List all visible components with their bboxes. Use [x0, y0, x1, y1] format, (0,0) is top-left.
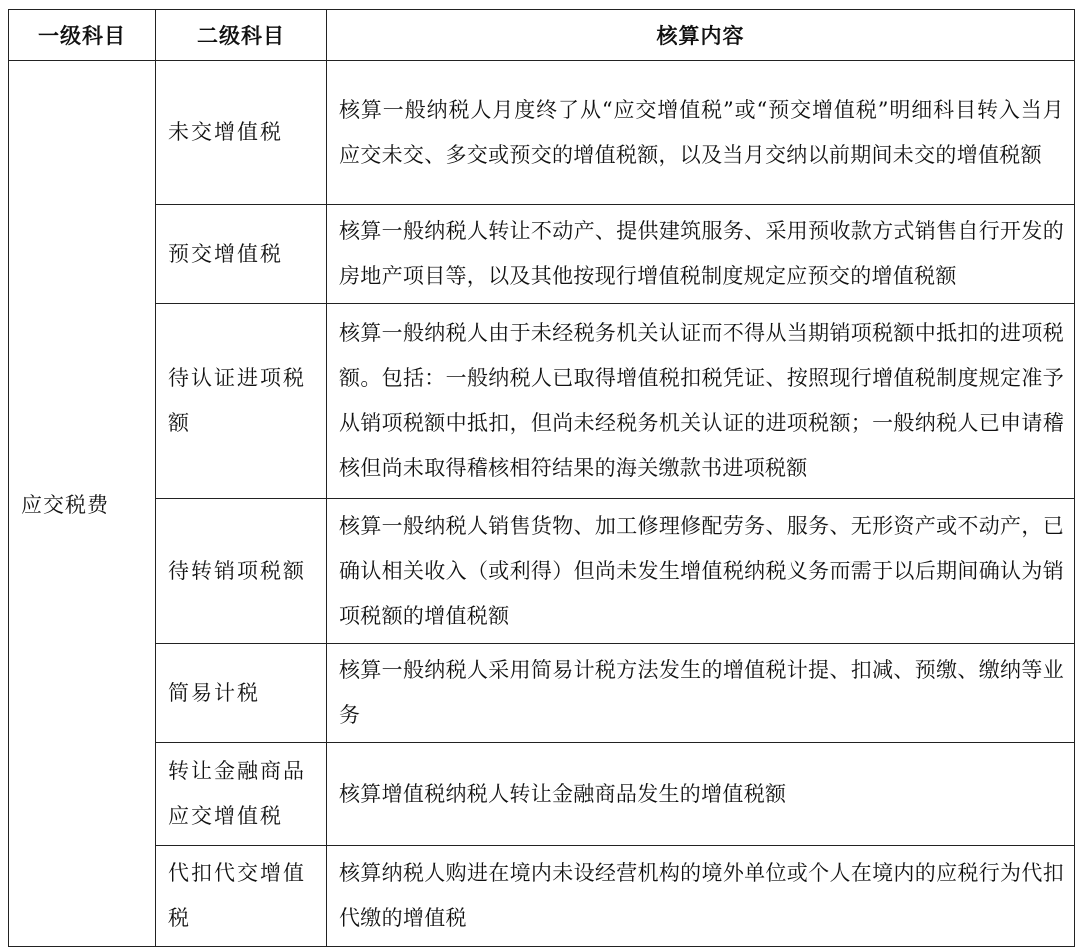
- header-content: 核算内容: [327, 10, 1075, 61]
- table-row: [9, 499, 1075, 644]
- content-cell: 核算一般纳税人转让不动产、提供建筑服务、采用预收款方式销售自行开发的房地产项目等，以及其他按现行增值税制度规定应预交的增值税额: [327, 205, 1075, 304]
- sub-account-cell: 代扣代交增值税: [156, 846, 327, 947]
- content-cell: 核算纳税人购进在境内未设经营机构的境外单位或个人在境内的应税行为代扣代缴的增值税: [327, 846, 1075, 947]
- sub-account-cell: 未交增值税: [156, 61, 327, 205]
- header-row: [9, 10, 1075, 61]
- content-cell: 核算一般纳税人由于未经税务机关认证而不得从当期销项税额中抵扣的进项税额。包括：一般纳税人已取得增值税扣税凭证、按照现行增值税制度规定准予从销项税额中抵扣，但尚未经税务机关认证的进项税额；一般纳税人已申请稽核但尚未取得稽核相符结果的海关缴款书进项税额: [327, 304, 1075, 499]
- table-row: [9, 304, 1075, 499]
- content-cell: 核算一般纳税人月度终了从“应交增值税”或“预交增值税”明细科目转入当月应交未交、多交或预交的增值税额，以及当月交纳以前期间未交的增值税额: [327, 61, 1075, 205]
- account-table: [8, 9, 1075, 947]
- content-cell: 核算一般纳税人销售货物、加工修理修配劳务、服务、无形资产或不动产，已确认相关收入（或利得）但尚未发生增值税纳税义务而需于以后期间确认为销项税额的增值税额: [327, 499, 1075, 644]
- table-row: [9, 846, 1075, 947]
- table-body: [9, 61, 1075, 947]
- content-cell: 核算增值税纳税人转让金融商品发生的增值税额: [327, 743, 1075, 846]
- sub-account-cell: 待转销项税额: [156, 499, 327, 644]
- table-row: [9, 743, 1075, 846]
- sub-account-cell: 简易计税: [156, 644, 327, 743]
- content-cell: 核算一般纳税人采用简易计税方法发生的增值税计提、扣减、预缴、缴纳等业务: [327, 644, 1075, 743]
- table-row: [9, 205, 1075, 304]
- table-header: [9, 10, 1075, 61]
- table-row: [9, 61, 1075, 205]
- header-level2: 二级科目: [156, 10, 327, 61]
- header-level1: 一级科目: [9, 10, 156, 61]
- level1-account-cell: 应交税费: [9, 61, 156, 947]
- table-row: [9, 644, 1075, 743]
- sub-account-cell: 预交增值税: [156, 205, 327, 304]
- sub-account-cell: 待认证进项税额: [156, 304, 327, 499]
- sub-account-cell: 转让金融商品应交增值税: [156, 743, 327, 846]
